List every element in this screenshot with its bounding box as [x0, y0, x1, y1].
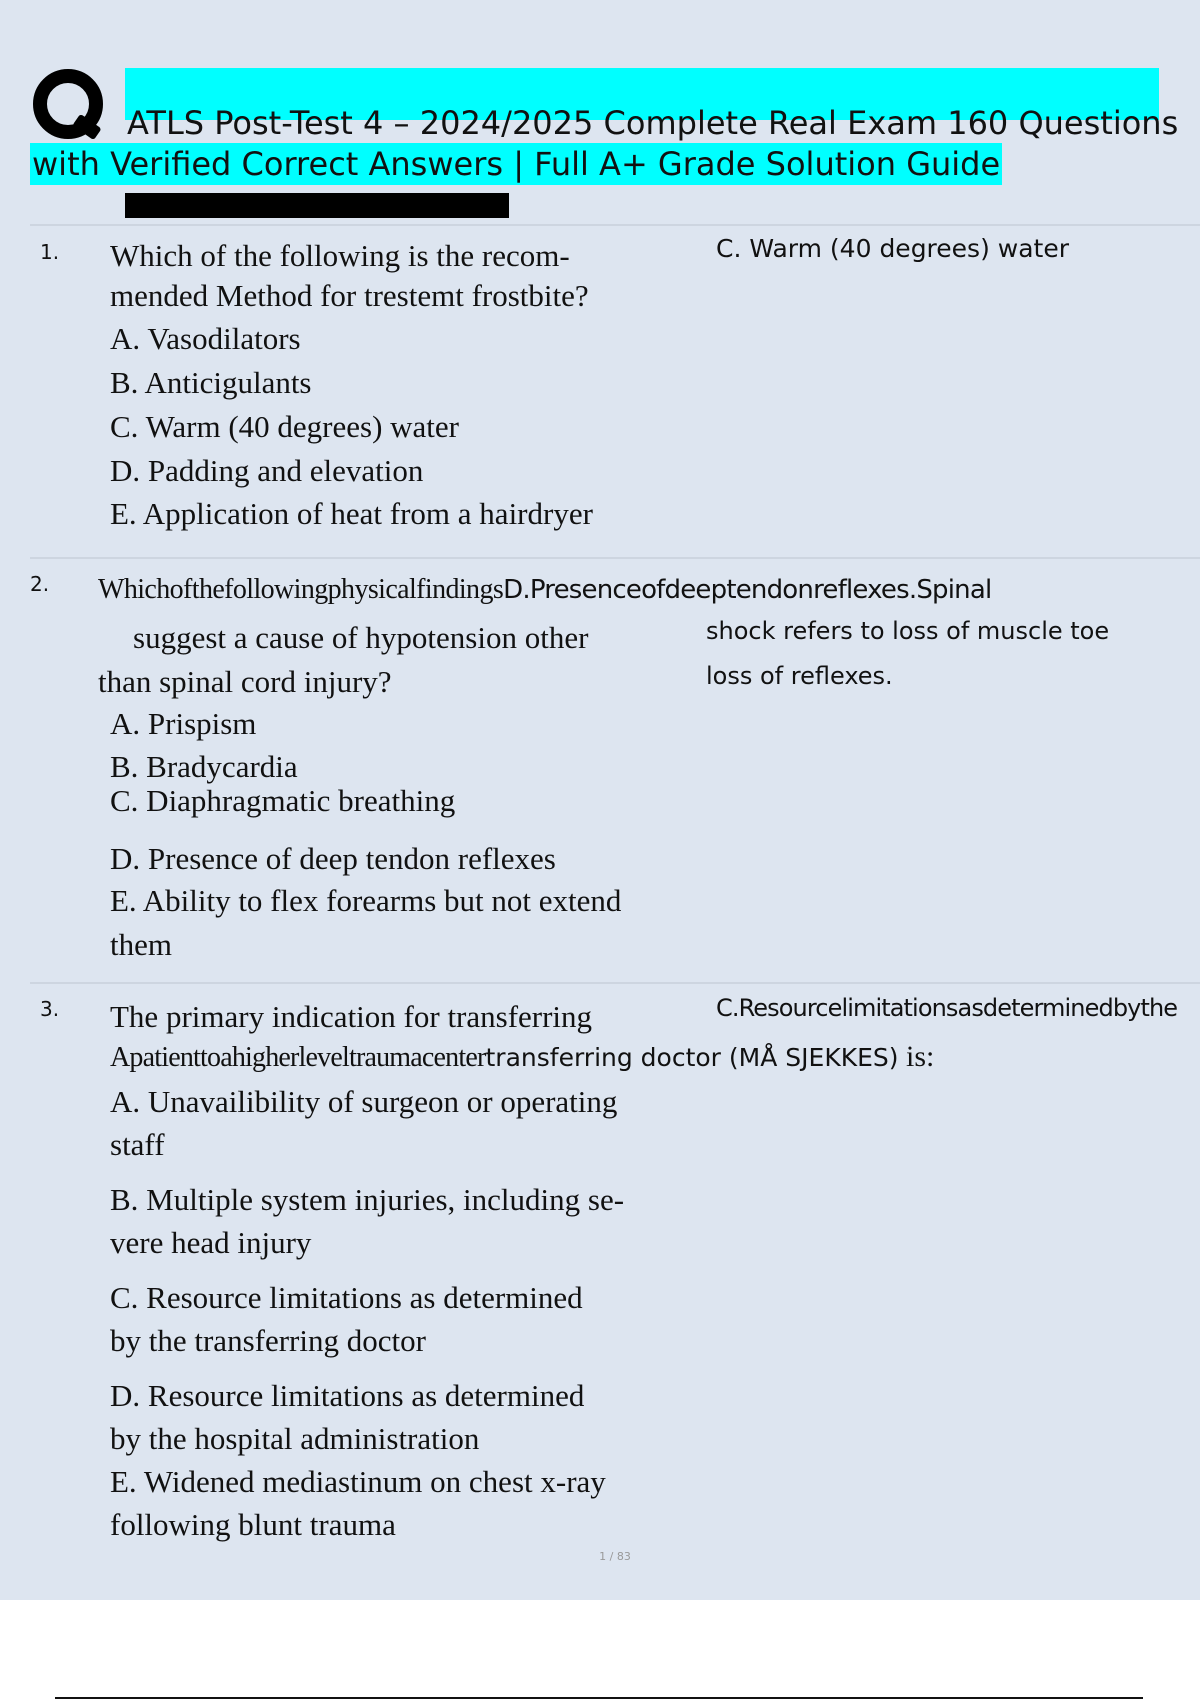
option: C. Resource limitations as determined: [110, 1280, 583, 1315]
q-logo-icon: [30, 66, 110, 146]
option: A. Prispism: [110, 706, 257, 741]
question-3-options: [110, 1082, 624, 1545]
option: C. Warm (40 degrees) water: [110, 409, 459, 444]
divider: [30, 557, 1200, 559]
option: B. Bradycardia: [110, 749, 298, 784]
bottom-rule: [55, 1697, 1143, 1699]
answer-2-line: shock refers to loss of muscle toe: [706, 617, 1110, 645]
question-number: 3.: [40, 997, 60, 1021]
option: by the hospital administration: [110, 1421, 480, 1456]
option: E. Widened mediastinum on chest x-ray: [110, 1464, 606, 1499]
option: E. Application of heat from a hairdryer: [110, 496, 593, 531]
question-text-fragment: Apatienttoahigherleveltraumacenter: [110, 1042, 486, 1073]
option: them: [110, 927, 172, 962]
option: C. Diaphragmatic breathing: [110, 783, 456, 818]
option: B. Anticigulants: [110, 365, 312, 400]
title-line-1: ATLS Post-Test 4 – 2024/2025 Complete Real Exam 160 Questions: [127, 104, 1179, 142]
option: D. Padding and elevation: [110, 453, 424, 488]
question-2-options: [110, 704, 621, 965]
question-1: [110, 236, 593, 534]
question-3-first-line: The primary indication for transferring: [110, 999, 593, 1034]
option: staff: [110, 1127, 165, 1162]
option: E. Ability to flex forearms but not extend: [110, 883, 622, 918]
divider: [30, 224, 1200, 226]
question-text-fragment: is:: [898, 1040, 935, 1073]
option: following blunt trauma: [110, 1507, 396, 1542]
option: A. Vasodilators: [110, 321, 301, 356]
question-text-line: Which of the following is the recom-: [110, 238, 570, 273]
question-text-line: than spinal cord injury?: [98, 664, 392, 699]
answer-fragment: D.Presenceofdeeptendonreflexes.Spinal: [503, 575, 992, 605]
divider: [30, 982, 1200, 984]
option: by the transferring doctor: [110, 1323, 426, 1358]
option: A. Unavailibility of surgeon or operating: [110, 1084, 618, 1119]
answer-3-line: C.Resourcelimitationsasdeterminedbythe: [716, 994, 1178, 1022]
option: B. Multiple system injuries, including se-: [110, 1182, 625, 1217]
page-indicator: 1 / 83: [599, 1550, 631, 1563]
redaction-bar: [125, 193, 509, 218]
option: D. Presence of deep tendon reflexes: [110, 841, 556, 876]
answer-1: C. Warm (40 degrees) water: [716, 234, 1070, 263]
answer-fragment: transferring doctor (MÅ SJEKKES): [485, 1043, 899, 1072]
question-3-mixed-line: [110, 1040, 934, 1074]
question-number: 2.: [30, 572, 50, 596]
question-text-line: mended Method for trestemt frostbite?: [110, 278, 589, 313]
question-text-line: suggest a cause of hypotension other: [133, 620, 589, 655]
question-2-first-line: [98, 574, 991, 606]
option: vere head injury: [110, 1225, 312, 1260]
option: D. Resource limitations as determined: [110, 1378, 585, 1413]
answer-2-line: loss of reflexes.: [706, 662, 893, 690]
title-line-2: with Verified Correct Answers | Full A+ Grade Solution Guide: [32, 145, 1001, 183]
question-text-fragment: Whichofthefollowingphysicalfindings: [98, 574, 504, 605]
question-number: 1.: [40, 240, 60, 264]
question-2: [98, 618, 588, 702]
